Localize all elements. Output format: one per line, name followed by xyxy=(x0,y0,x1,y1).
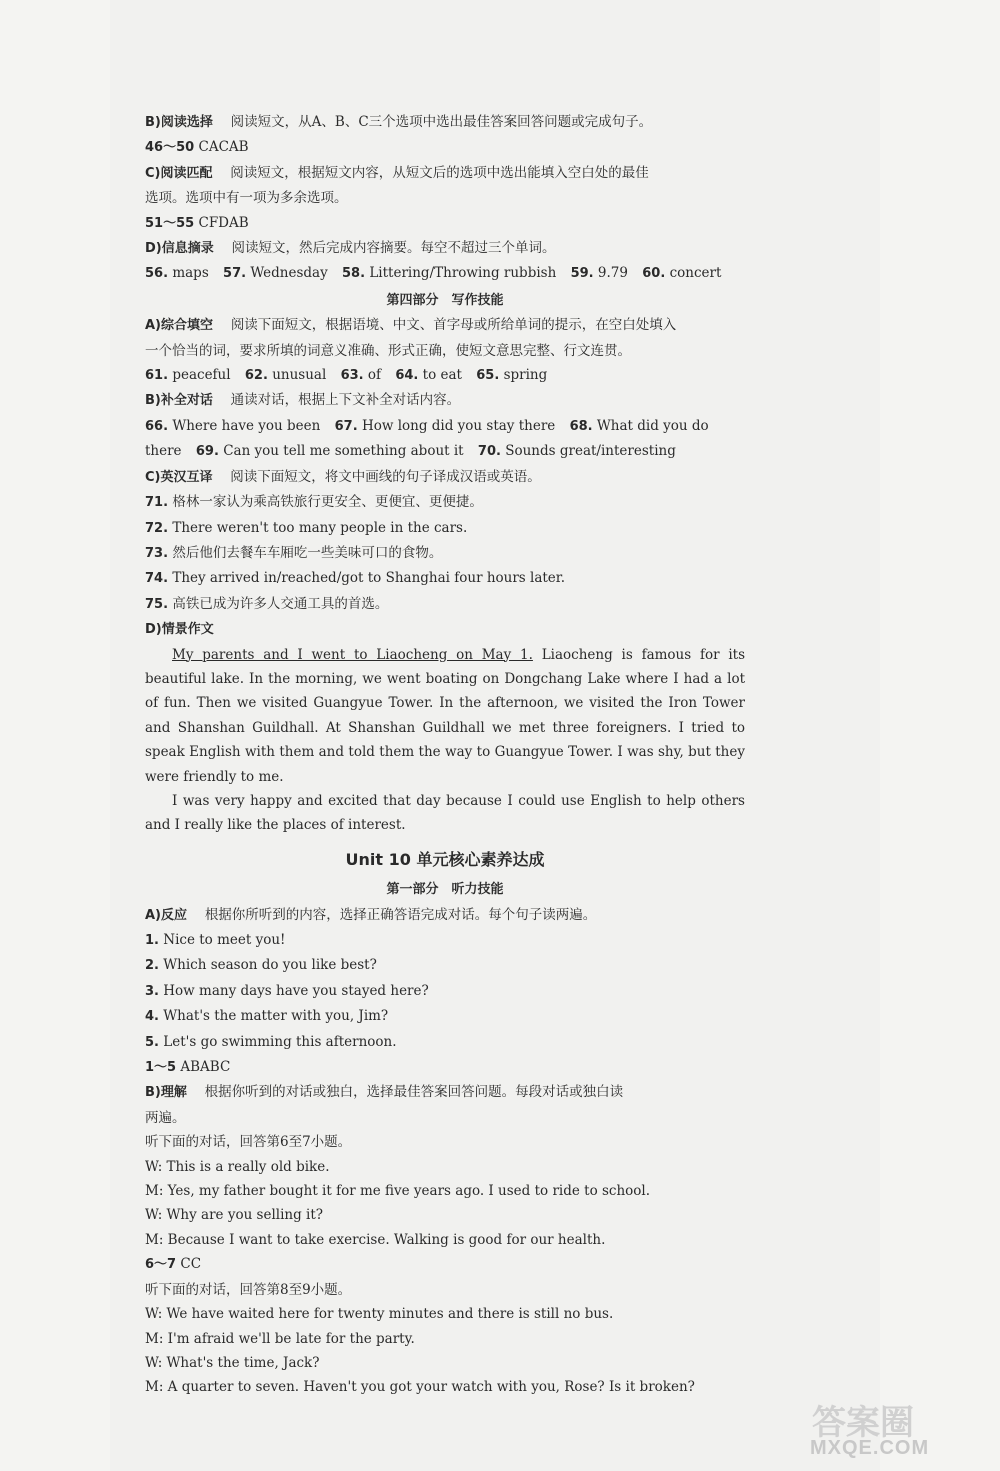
part-4-title: 第四部分 写作技能 xyxy=(386,292,504,308)
answer-continuation: there xyxy=(145,443,182,460)
answer-value: 高铁已成为许多人交通工具的首选。 xyxy=(172,595,389,612)
answer-72 xyxy=(145,516,745,541)
answer-1-5 xyxy=(145,1055,745,1080)
section-d-writing xyxy=(145,617,745,642)
answers-66-68 xyxy=(145,414,745,439)
section-instruction: 通读对话，根据上下文补全对话内容。 xyxy=(230,392,461,409)
essay-text: Liaocheng is famous for its beautiful lake. In the morning, we went boating on Dongchang Lake where I had a lot of fun. Then we visited Guangyue Tower. In the afternoon, we visited the Iron Tower and Shanshan Guildhall. At Shanshan Guildhall we met three foreigners. I tried to speak English with them and told them the way to Guangyue Tower. I was shy, but they were friendly to me. xyxy=(145,646,745,785)
answer-value: Where have you been xyxy=(172,417,321,434)
answer-value: to eat xyxy=(422,367,462,384)
answer-value: Wednesday xyxy=(250,265,328,282)
item-number: 2. xyxy=(145,958,159,974)
section-instruction: 阅读下面短文，将文中画线的句子译成汉语或英语。 xyxy=(230,468,541,485)
item-number: 4. xyxy=(145,1009,159,1025)
item-number: 1. xyxy=(145,933,159,948)
answer-number: 63. xyxy=(340,368,364,384)
answer-value: peaceful xyxy=(172,367,231,384)
dialog-line: M: A quarter to seven. Haven't you got your watch with you, Rose? Is it broken? xyxy=(145,1379,695,1396)
answer-number: 62. xyxy=(244,368,268,384)
section-c-matching-cont xyxy=(145,186,745,210)
item-number: 3. xyxy=(145,983,159,999)
section-instruction: 根据你所听到的内容，选择正确答语完成对话。每个句子读两遍。 xyxy=(204,906,597,923)
answer-number: 60. xyxy=(642,266,666,282)
item-text: How many days have you stayed here? xyxy=(163,982,429,999)
dialog-line: W: This is a really old bike. xyxy=(145,1158,330,1175)
answer-46-50 xyxy=(145,135,745,160)
item-number: 5. xyxy=(145,1034,159,1050)
answer-number: 6～7 xyxy=(145,1257,177,1273)
answer-value: What did you do xyxy=(596,417,709,434)
answer-number: 68. xyxy=(569,418,593,434)
essay-paragraph-2: I was very happy and excited that day because I could use English to help others and I really like the places of interest. xyxy=(145,792,745,834)
section-a-response xyxy=(145,903,745,928)
answer-number: 72. xyxy=(145,520,169,536)
answer-value: maps xyxy=(172,265,209,282)
answer-value: 9.79 xyxy=(597,265,628,282)
section-instruction: 阅读短文，根据短文内容，从短文后的选项中选出能填入空白处的最佳 xyxy=(230,164,649,181)
answer-number: 61. xyxy=(145,368,169,384)
answer-value: Can you tell me something about it xyxy=(223,443,464,460)
dialog-line: M: Yes, my father bought it for me five years ago. I used to ride to school. xyxy=(145,1183,651,1200)
answer-6-7 xyxy=(145,1252,745,1277)
answers-61-65 xyxy=(145,363,745,388)
section-instruction: 阅读下面短文，根据语境、中文、首字母或所给单词的提示，在空白处填入 xyxy=(230,317,677,334)
answer-number: 71. xyxy=(145,495,169,511)
section-instruction: 一个恰当的词，要求所填的词意义准确、形式正确，使短文意思完整、行文连贯。 xyxy=(145,342,631,359)
answer-number: 67. xyxy=(334,418,358,434)
section-label: A)反应 xyxy=(145,907,188,923)
section-instruction: 两遍。 xyxy=(145,1109,186,1126)
answer-75 xyxy=(145,592,745,617)
answer-value: concert xyxy=(669,265,722,282)
answer-number: 66. xyxy=(145,418,169,434)
answer-content xyxy=(145,110,745,1400)
answer-number: 64. xyxy=(395,368,419,384)
site-watermark xyxy=(800,1395,990,1465)
answer-number: 70. xyxy=(477,444,501,460)
answer-value: They arrived in/reached/got to Shanghai four hours later. xyxy=(172,570,566,587)
section-label: A)综合填空 xyxy=(145,318,214,334)
essay-underlined-sentence: My parents and I went to Liaocheng on May 1. xyxy=(172,646,533,663)
section-label: B)阅读选择 xyxy=(145,115,213,130)
answer-number: 59. xyxy=(570,266,594,282)
listen-2 xyxy=(145,953,745,978)
listen-1 xyxy=(145,928,745,953)
instruction-6-7: 听下面的对话，回答第6至7小题。 xyxy=(145,1134,352,1151)
answer-number: 58. xyxy=(342,266,366,282)
section-instruction: 阅读短文，从A、B、C三个选项中选出最佳答案回答问题或完成句子。 xyxy=(230,114,653,130)
answer-73 xyxy=(145,541,745,566)
answer-value: unusual xyxy=(272,367,327,384)
watermark-url: MXQE.COM xyxy=(810,1437,930,1459)
section-instruction: 阅读短文，然后完成内容摘要。每空不超过三个单词。 xyxy=(231,240,556,257)
section-label: B)补全对话 xyxy=(145,393,213,409)
answer-value: How long did you stay there xyxy=(361,417,556,434)
answers-69-70 xyxy=(145,439,745,464)
section-a-cloze xyxy=(145,313,745,338)
dialog-line: W: What's the time, Jack? xyxy=(145,1354,320,1371)
essay-paragraph-1 xyxy=(145,643,745,789)
dialog-line: M: I'm afraid we'll be late for the party. xyxy=(145,1330,415,1347)
answer-value: CACAB xyxy=(198,139,249,156)
answer-51-55 xyxy=(145,211,745,236)
answer-value: There weren't too many people in the cars. xyxy=(172,519,468,536)
answer-number: 69. xyxy=(195,444,219,460)
listen-4 xyxy=(145,1004,745,1029)
answer-number: 1～5 xyxy=(145,1060,177,1076)
answers-56-60 xyxy=(145,261,745,286)
section-instruction: 选项。选项中有一项为多余选项。 xyxy=(145,190,348,207)
unit-title: Unit 10 单元核心素养达成 xyxy=(345,849,545,869)
answer-value: Littering/Throwing rubbish xyxy=(369,265,557,282)
answer-number: 57. xyxy=(223,266,247,282)
section-b-reading xyxy=(145,110,745,135)
answer-value: spring xyxy=(503,367,548,384)
item-text: Let's go swimming this afternoon. xyxy=(163,1033,397,1050)
section-a-cloze-cont xyxy=(145,339,745,363)
answer-number: 46～50 xyxy=(145,140,195,156)
section-c-translate xyxy=(145,465,745,490)
dialog-line: W: Why are you selling it? xyxy=(145,1207,324,1224)
listen-5 xyxy=(145,1030,745,1055)
section-instruction: 根据你听到的对话或独白，选择最佳答案回答问题。每段对话或独白读 xyxy=(204,1084,624,1101)
section-b-understand xyxy=(145,1080,745,1105)
dialog-line: M: Because I want to take exercise. Walking is good for our health. xyxy=(145,1231,606,1248)
answer-71 xyxy=(145,490,745,515)
answer-number: 74. xyxy=(145,571,169,587)
listen-3 xyxy=(145,979,745,1004)
section-label: D)信息摘录 xyxy=(145,241,214,257)
dialog-line: W: We have waited here for twenty minutes and there is still no bus. xyxy=(145,1306,614,1323)
answer-value: CFDAB xyxy=(198,214,249,231)
item-text: Nice to meet you! xyxy=(163,932,286,948)
section-label: C)英汉互译 xyxy=(145,469,213,485)
answer-value: CC xyxy=(180,1256,202,1273)
section-c-matching xyxy=(145,161,745,186)
answer-value: Sounds great/interesting xyxy=(505,443,676,460)
section-label: C)阅读匹配 xyxy=(145,165,213,181)
answer-value: ABABC xyxy=(180,1059,231,1076)
part-1-title: 第一部分 听力技能 xyxy=(386,882,504,898)
answer-number: 73. xyxy=(145,545,169,561)
answer-number: 75. xyxy=(145,596,169,612)
item-text: Which season do you like best? xyxy=(163,957,377,974)
answer-number: 65. xyxy=(476,368,500,384)
section-d-info xyxy=(145,236,745,261)
answer-value: 然后他们去餐车车厢吃一些美味可口的食物。 xyxy=(172,544,443,561)
section-b-understand-cont xyxy=(145,1106,745,1130)
answer-value: 格林一家认为乘高铁旅行更安全、更便宜、更便捷。 xyxy=(172,494,483,511)
answer-number: 56. xyxy=(145,266,169,282)
instruction-8-9: 听下面的对话，回答第8至9小题。 xyxy=(145,1281,352,1298)
answer-value: of xyxy=(367,367,382,384)
section-label: D)情景作文 xyxy=(145,622,214,638)
item-text: What's the matter with you, Jim? xyxy=(163,1008,389,1025)
section-label: B)理解 xyxy=(145,1085,187,1101)
watermark-logo: 答案圈 xyxy=(812,1403,914,1443)
section-b-dialog xyxy=(145,388,745,413)
answer-number: 51～55 xyxy=(145,215,195,231)
answer-74 xyxy=(145,566,745,591)
